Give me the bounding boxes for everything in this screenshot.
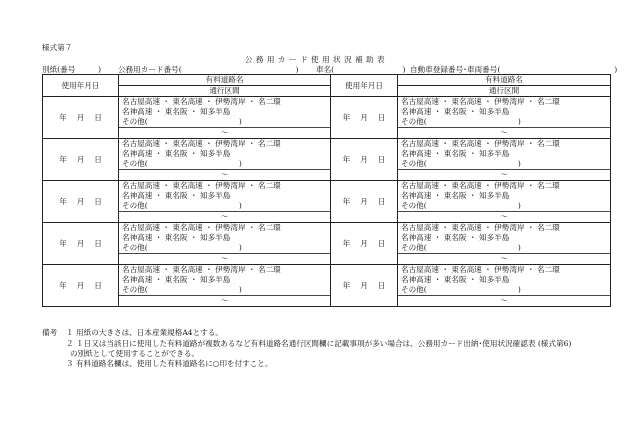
dept-field: 別紙(番号 ) — [42, 65, 102, 74]
date-placeholder: 年 月 日 — [59, 155, 102, 164]
date-placeholder: 年 月 日 — [342, 281, 386, 290]
plate-number-field: 自動車登録番号･車両番号( ) — [410, 65, 618, 74]
road-options-1: 名古屋高速 ・ 東名高速 ・ 伊勢湾岸 ・ 名二環 — [122, 139, 281, 148]
road-cell[interactable] — [119, 97, 331, 139]
road-options-2: 名神高速 ・ 東名阪 ・ 知多半島 — [122, 191, 231, 200]
road-cell[interactable] — [398, 139, 611, 181]
date-cell[interactable] — [43, 223, 119, 265]
road-options-1: 名古屋高速 ・ 東名高速 ・ 伊勢湾岸 ・ 名二環 — [401, 97, 560, 106]
date-placeholder: 年 月 日 — [59, 239, 102, 248]
road-options-2: 名神高速 ・ 東名阪 ・ 知多半島 — [401, 149, 510, 158]
road-options-other: その他( ) — [401, 285, 521, 294]
section-range: ～ — [398, 253, 610, 264]
table-row — [43, 181, 611, 223]
note-2: ２ １日又は当該日に使用した有料道路が複数あるなど有料道路名通行区間欄に記載事項が多い場合は、公務用カード出納･使用状況確認表 (様式第6) — [66, 339, 572, 348]
road-options-1: 名古屋高速 ・ 東名高速 ・ 伊勢湾岸 ・ 名二環 — [401, 223, 560, 232]
road-options-other: その他( ) — [401, 159, 521, 168]
table-row — [43, 139, 611, 181]
header-road-right: 有料道路名 — [398, 75, 611, 86]
form-number: 様式第７ — [42, 43, 73, 52]
section-range: ～ — [119, 127, 330, 138]
date-placeholder: 年 月 日 — [342, 113, 386, 122]
road-options-other: その他( ) — [122, 243, 242, 252]
header-section-right: 通行区間 — [398, 86, 611, 97]
road-options-1: 名古屋高速 ・ 東名高速 ・ 伊勢湾岸 ・ 名二環 — [401, 265, 560, 274]
road-options-other: その他( ) — [401, 243, 521, 252]
page-title: 公 務 用 カ ー ド 使 用 状 況 補 助 表 — [244, 55, 386, 64]
road-options-other: その他( ) — [401, 201, 521, 210]
road-options-other: その他( ) — [122, 285, 242, 294]
road-options-2: 名神高速 ・ 東名阪 ・ 知多半島 — [122, 275, 231, 284]
road-options-2: 名神高速 ・ 東名阪 ・ 知多半島 — [401, 107, 510, 116]
road-options-2: 名神高速 ・ 東名阪 ・ 知多半島 — [401, 275, 510, 284]
table-row — [43, 223, 611, 265]
header-date-right: 使用年月日 — [331, 75, 398, 97]
section-range: ～ — [398, 295, 610, 306]
header-section-left: 通行区間 — [119, 86, 331, 97]
section-range: ～ — [398, 127, 610, 138]
road-options-1: 名古屋高速 ・ 東名高速 ・ 伊勢湾岸 ・ 名二環 — [122, 265, 281, 274]
road-options-2: 名神高速 ・ 東名阪 ・ 知多半島 — [122, 149, 231, 158]
table-row — [43, 97, 611, 139]
card-number-field: 公務用カード番号( ) — [118, 65, 299, 74]
road-options-1: 名古屋高速 ・ 東名高速 ・ 伊勢湾岸 ・ 名二環 — [401, 139, 560, 148]
date-cell[interactable] — [43, 265, 119, 307]
road-options-other: その他( ) — [122, 159, 242, 168]
note-2-cont: の別紙として使用することができる。 — [70, 349, 200, 358]
header-road-left: 有料道路名 — [119, 75, 331, 86]
vehicle-name-field: 車名( ) — [316, 65, 406, 74]
usage-table — [42, 74, 611, 307]
road-options-other: その他( ) — [122, 201, 242, 210]
date-placeholder: 年 月 日 — [342, 197, 386, 206]
date-placeholder: 年 月 日 — [59, 113, 102, 122]
date-placeholder: 年 月 日 — [342, 155, 386, 164]
road-cell[interactable] — [119, 139, 331, 181]
date-placeholder: 年 月 日 — [342, 239, 386, 248]
road-cell[interactable] — [119, 265, 331, 307]
date-placeholder: 年 月 日 — [59, 197, 102, 206]
road-options-other: その他( ) — [122, 117, 242, 126]
section-range: ～ — [398, 211, 610, 222]
road-options-2: 名神高速 ・ 東名阪 ・ 知多半島 — [401, 191, 510, 200]
notes-label: 備考 — [42, 328, 58, 337]
road-options-1: 名古屋高速 ・ 東名高速 ・ 伊勢湾岸 ・ 名二環 — [122, 223, 281, 232]
date-cell[interactable] — [331, 223, 398, 265]
section-range: ～ — [119, 169, 330, 180]
date-cell[interactable] — [331, 265, 398, 307]
road-options-1: 名古屋高速 ・ 東名高速 ・ 伊勢湾岸 ・ 名二環 — [122, 181, 281, 190]
road-options-2: 名神高速 ・ 東名阪 ・ 知多半島 — [401, 233, 510, 242]
section-range: ～ — [119, 211, 330, 222]
road-cell[interactable] — [119, 181, 331, 223]
road-cell[interactable] — [398, 223, 611, 265]
road-options-2: 名神高速 ・ 東名阪 ・ 知多半島 — [122, 233, 231, 242]
road-options-2: 名神高速 ・ 東名阪 ・ 知多半島 — [122, 107, 231, 116]
road-cell[interactable] — [398, 97, 611, 139]
date-cell[interactable] — [43, 139, 119, 181]
date-cell[interactable] — [43, 97, 119, 139]
date-placeholder: 年 月 日 — [59, 281, 102, 290]
section-range: ～ — [119, 295, 330, 306]
road-options-1: 名古屋高速 ・ 東名高速 ・ 伊勢湾岸 ・ 名二環 — [401, 181, 560, 190]
section-range: ～ — [119, 253, 330, 264]
section-range: ～ — [398, 169, 610, 180]
note-1: １ 用紙の大きさは、日本産業規格A4とする。 — [66, 328, 224, 337]
date-cell[interactable] — [331, 139, 398, 181]
road-cell[interactable] — [398, 265, 611, 307]
road-options-1: 名古屋高速 ・ 東名高速 ・ 伊勢湾岸 ・ 名二環 — [122, 97, 281, 106]
date-cell[interactable] — [43, 181, 119, 223]
date-cell[interactable] — [331, 97, 398, 139]
note-3: ３ 有料道路名欄は、使用した有料道路名に○印を付すこと。 — [66, 359, 273, 368]
date-cell[interactable] — [331, 181, 398, 223]
table-row — [43, 265, 611, 307]
road-options-other: その他( ) — [401, 117, 521, 126]
road-cell[interactable] — [119, 223, 331, 265]
road-cell[interactable] — [398, 181, 611, 223]
header-date-left: 使用年月日 — [43, 75, 119, 97]
